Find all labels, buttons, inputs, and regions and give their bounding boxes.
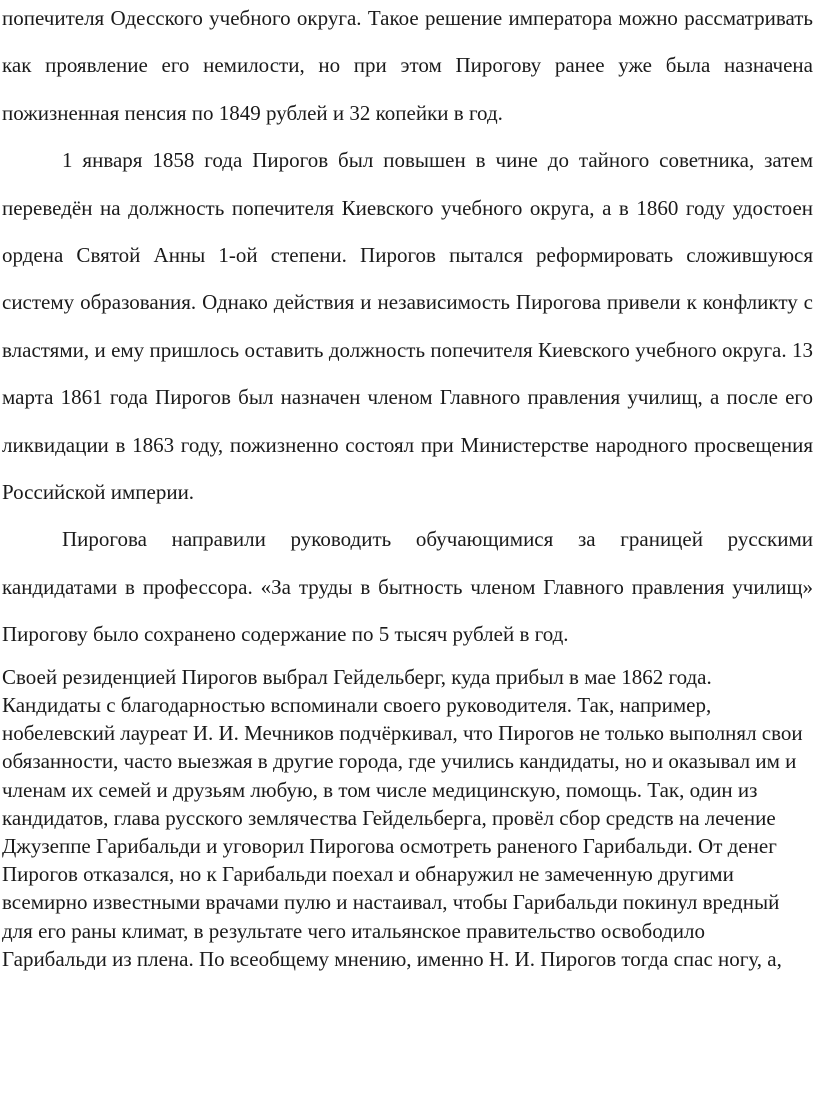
paragraph-1: попечителя Одесского учебного округа. Такое решение императора можно рассматривать как проявление его немилости, но при этом Пирогову ранее уже была назначена пожизненная пенсия по 1849 рублей и 32 копейки в год. (2, 6, 813, 125)
paragraph-2: 1 января 1858 года Пирогов был повышен в чине до тайного советника, затем переведён на должность попечителя Киевского учебного округа, а в 1860 году удостоен ордена Святой Анны 1-ой степени. Пирогов пытался реформировать сложившуюся систему образования. Однако действия и независимость Пирогова привели к конфликту с властями, и ему пришлось оставить должность попечителя Киевского учебного округа. 13 марта 1861 года Пирогов был назначен членом Главного правления училищ, а после его ликвидации в 1863 году, пожизненно состоял при Министерстве народного просвещения Российской империи. (2, 148, 813, 505)
paragraph-4: Своей резиденцией Пирогов выбрал Гейдельберг, куда прибыл в мае 1862 года. Кандидаты с благодарностью вспоминали своего руководителя. Так, например, нобелевский лауреат И. И. Мечников подчёркивал, что Пирогов не только выполнял свои обязанности, часто выезжая в другие города, где учились кандидаты, но и оказывал им и членам их семей и друзьям любую, в том числе медицинскую, помощь. Так, один из кандидатов, глава русского землячества Гейдельберга, провёл сбор средств на лечение Джузеппе Гарибальди и уговорил Пирогова осмотреть раненого Гарибальди. От денег Пирогов отказался, но к Гарибальди поехал и обнаружил не замеченную другими всемирно известными врачами пулю и настаивал, чтобы Гарибальди покинул вредный для его раны климат, в результате чего итальянское правительство освободило Гарибальди из плена. По всеобщему мнению, именно Н. И. Пирогов тогда спас ногу, а, (2, 664, 803, 971)
paragraph-3: Пирогова направили руководить обучающимися за границей русскими кандидатами в профессора. «За труды в бытность членом Главного правления училищ» Пирогову было сохранено содержание по 5 тысяч рублей в год. (2, 527, 813, 647)
